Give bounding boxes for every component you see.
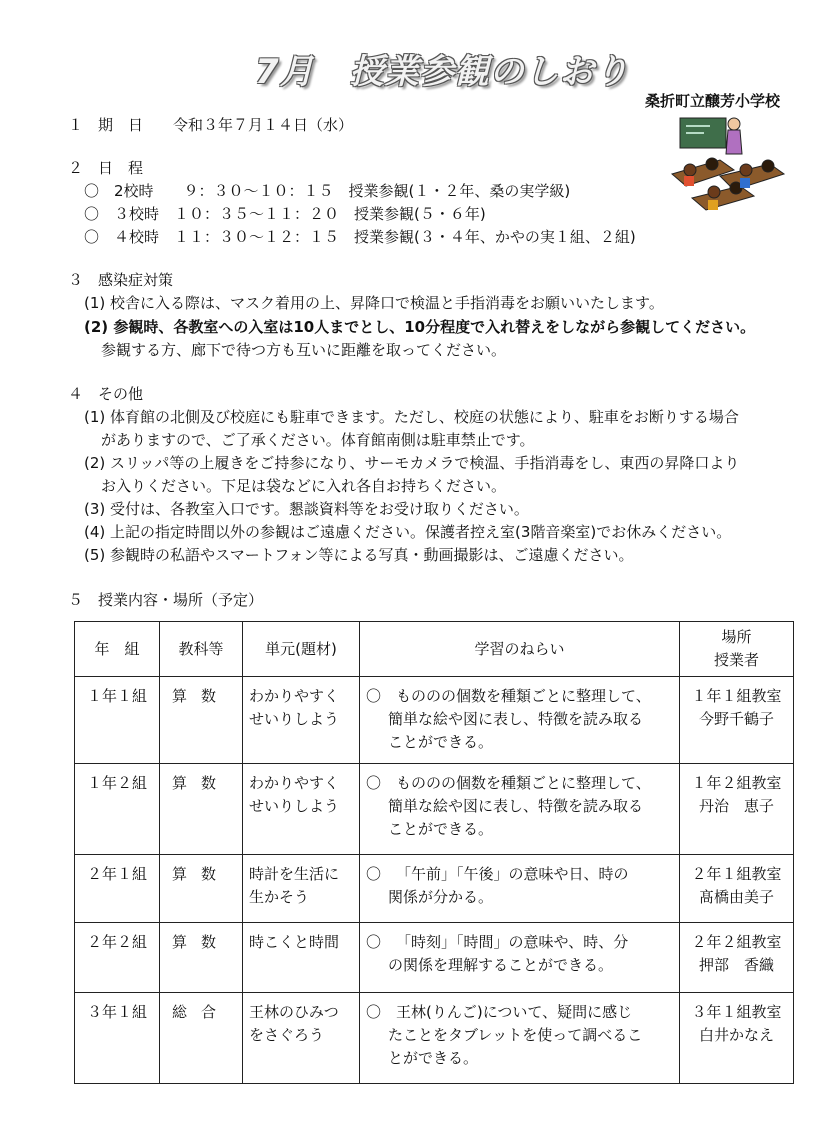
table-row — [75, 993, 794, 1084]
table-row — [75, 677, 794, 764]
header-unit: 単元(題材) — [243, 622, 360, 677]
aim-cell — [360, 764, 680, 855]
table-row — [75, 764, 794, 855]
teacher-name: 今野千鶴子 — [698, 710, 774, 728]
class-table — [74, 621, 794, 1084]
aim-line: 簡単な絵や図に表し、特徴を読み取る — [388, 797, 644, 815]
unit-line: 生かそう — [249, 888, 310, 906]
other-heading: ４ その他 — [68, 385, 144, 403]
aim-line: 関係が分かる。 — [388, 888, 494, 906]
unit-line: 時計を生活に — [249, 865, 340, 883]
table-row — [75, 855, 794, 923]
aim-cell — [360, 855, 680, 923]
place-cell — [680, 855, 794, 923]
unit-line: 時こくと時間 — [249, 933, 340, 951]
other-item: (2) スリッパ等の上履きをご持参になり、サーモカメラで検温、手指消毒をし、東西の昇降口より — [84, 454, 740, 472]
period-row — [68, 114, 353, 136]
grade-cell: ３年１組 — [75, 993, 160, 1084]
aim-line: 「午前」「午後」の意味や日、時の — [396, 865, 629, 883]
schedule-item: 〇 2校時 ９：３０～１０：１５ 授業参観(１・２年、桑の実学級) — [84, 182, 571, 200]
teacher-name: 白井かなえ — [698, 1026, 774, 1044]
other-item: (3) 受付は、各教室入口です。懇談資料等をお受け取りください。 — [84, 500, 529, 518]
place-cell — [680, 764, 794, 855]
header-subject: 教科等 — [160, 622, 243, 677]
aim-line: の関係を理解することができる。 — [388, 956, 614, 974]
other-item-continuation: お入りください。下足は袋などに入れ各自お持ちください。 — [101, 477, 507, 495]
grade-cell: ２年２組 — [75, 923, 160, 993]
period-value: 令和３年７月１４日（水） — [173, 116, 354, 134]
aim-line: ことができる。 — [388, 733, 494, 751]
aim-line: もののの個数を種類ごとに整理して、 — [396, 774, 651, 792]
grade-cell: １年２組 — [75, 764, 160, 855]
teacher-name: 押部 香織 — [698, 956, 774, 974]
table-row — [75, 923, 794, 993]
place-cell — [680, 923, 794, 993]
unit-cell — [243, 855, 360, 923]
aim-cell — [360, 923, 680, 993]
unit-cell — [243, 923, 360, 993]
unit-cell — [243, 993, 360, 1084]
place-cell — [680, 677, 794, 764]
unit-line: せいりしよう — [249, 710, 340, 728]
teacher-name: 丹治 恵子 — [698, 797, 774, 815]
unit-cell — [243, 764, 360, 855]
school-name: 桑折町立醸芳小学校 — [645, 92, 781, 110]
period-heading: １ 期 日 — [68, 116, 144, 134]
aim-line: 王林(りんご)について、疑問に感じ — [396, 1003, 633, 1021]
infection-heading: ３ 感染症対策 — [68, 271, 174, 289]
room-name: １年１組教室 — [691, 687, 782, 705]
infection-item: (1) 校舎に入る際は、マスク着用の上、昇降口で検温と手指消毒をお願いいたします。 — [84, 294, 664, 312]
schedule-heading: ２ 日 程 — [68, 159, 144, 177]
aim-line: とができる。 — [388, 1049, 479, 1067]
place-cell — [680, 993, 794, 1084]
circle-mark: 〇 — [366, 1003, 382, 1021]
header-place — [680, 622, 794, 677]
aim-line: もののの個数を種類ごとに整理して、 — [396, 687, 651, 705]
grade-cell: ２年１組 — [75, 855, 160, 923]
subject-cell: 算数 — [160, 764, 243, 855]
header-place-label: 場所 — [721, 628, 752, 646]
classroom-illustration — [670, 112, 792, 222]
room-name: ３年１組教室 — [691, 1003, 782, 1021]
aim-cell — [360, 677, 680, 764]
schedule-item: 〇 ３校時 １０：３５～１１：２０ 授業参観(５・６年) — [84, 205, 486, 223]
teacher-name: 髙橋由美子 — [698, 888, 774, 906]
infection-item: (2) 参観時、各教室への入室は10人までとし、10分程度で入れ替えをしながら参観してください。 — [84, 318, 756, 336]
header-aim: 学習のねらい — [360, 622, 680, 677]
aim-line: たことをタブレットを使って調べるこ — [388, 1026, 643, 1044]
unit-line: をさぐろう — [249, 1026, 325, 1044]
other-item: (4) 上記の指定時間以外の参観はご遠慮ください。保護者控え室(3階音楽室)でお休みください。 — [84, 523, 732, 541]
aim-line: 簡単な絵や図に表し、特徴を読み取る — [388, 710, 644, 728]
room-name: ２年１組教室 — [691, 865, 782, 883]
other-item: (1) 体育館の北側及び校庭にも駐車できます。ただし、校庭の状態により、駐車をお断りする場合 — [84, 408, 739, 426]
aim-line: ことができる。 — [388, 820, 494, 838]
header-teacher-label: 授業者 — [713, 651, 759, 669]
unit-line: 王林のひみつ — [249, 1003, 339, 1021]
other-item-continuation: がありますので、ご了承ください。体育館南側は駐車禁止です。 — [101, 431, 535, 449]
infection-item-continuation: 参観する方、廊下で待つ方も互いに距離を取ってください。 — [101, 341, 507, 359]
grade-cell: １年１組 — [75, 677, 160, 764]
circle-mark: 〇 — [366, 933, 382, 951]
classes-heading: ５ 授業内容・場所（予定） — [68, 591, 264, 609]
room-name: ２年２組教室 — [691, 933, 782, 951]
subject-cell: 算数 — [160, 855, 243, 923]
unit-line: せいりしよう — [249, 797, 340, 815]
page-title: 7月 授業参観のしおり — [255, 52, 630, 92]
subject-cell: 算数 — [160, 923, 243, 993]
circle-mark: 〇 — [366, 865, 382, 883]
subject-cell: 算数 — [160, 677, 243, 764]
aim-cell — [360, 993, 680, 1084]
unit-cell — [243, 677, 360, 764]
aim-line: 「時刻」「時間」の意味や、時、分 — [396, 933, 629, 951]
other-item: (5) 参観時の私語やスマートフォン等による写真・動画撮影は、ご遠慮ください。 — [84, 546, 634, 564]
subject-cell: 総合 — [160, 993, 243, 1084]
unit-line: わかりやすく — [249, 687, 340, 705]
table-header-row — [75, 622, 794, 677]
schedule-item: 〇 ４校時 １１：３０～１２：１５ 授業参観(３・４年、かやの実１組、２組) — [84, 228, 636, 246]
circle-mark: 〇 — [366, 774, 382, 792]
unit-line: わかりやすく — [249, 774, 340, 792]
circle-mark: 〇 — [366, 687, 382, 705]
room-name: １年２組教室 — [691, 774, 782, 792]
header-grade: 年 組 — [75, 622, 160, 677]
